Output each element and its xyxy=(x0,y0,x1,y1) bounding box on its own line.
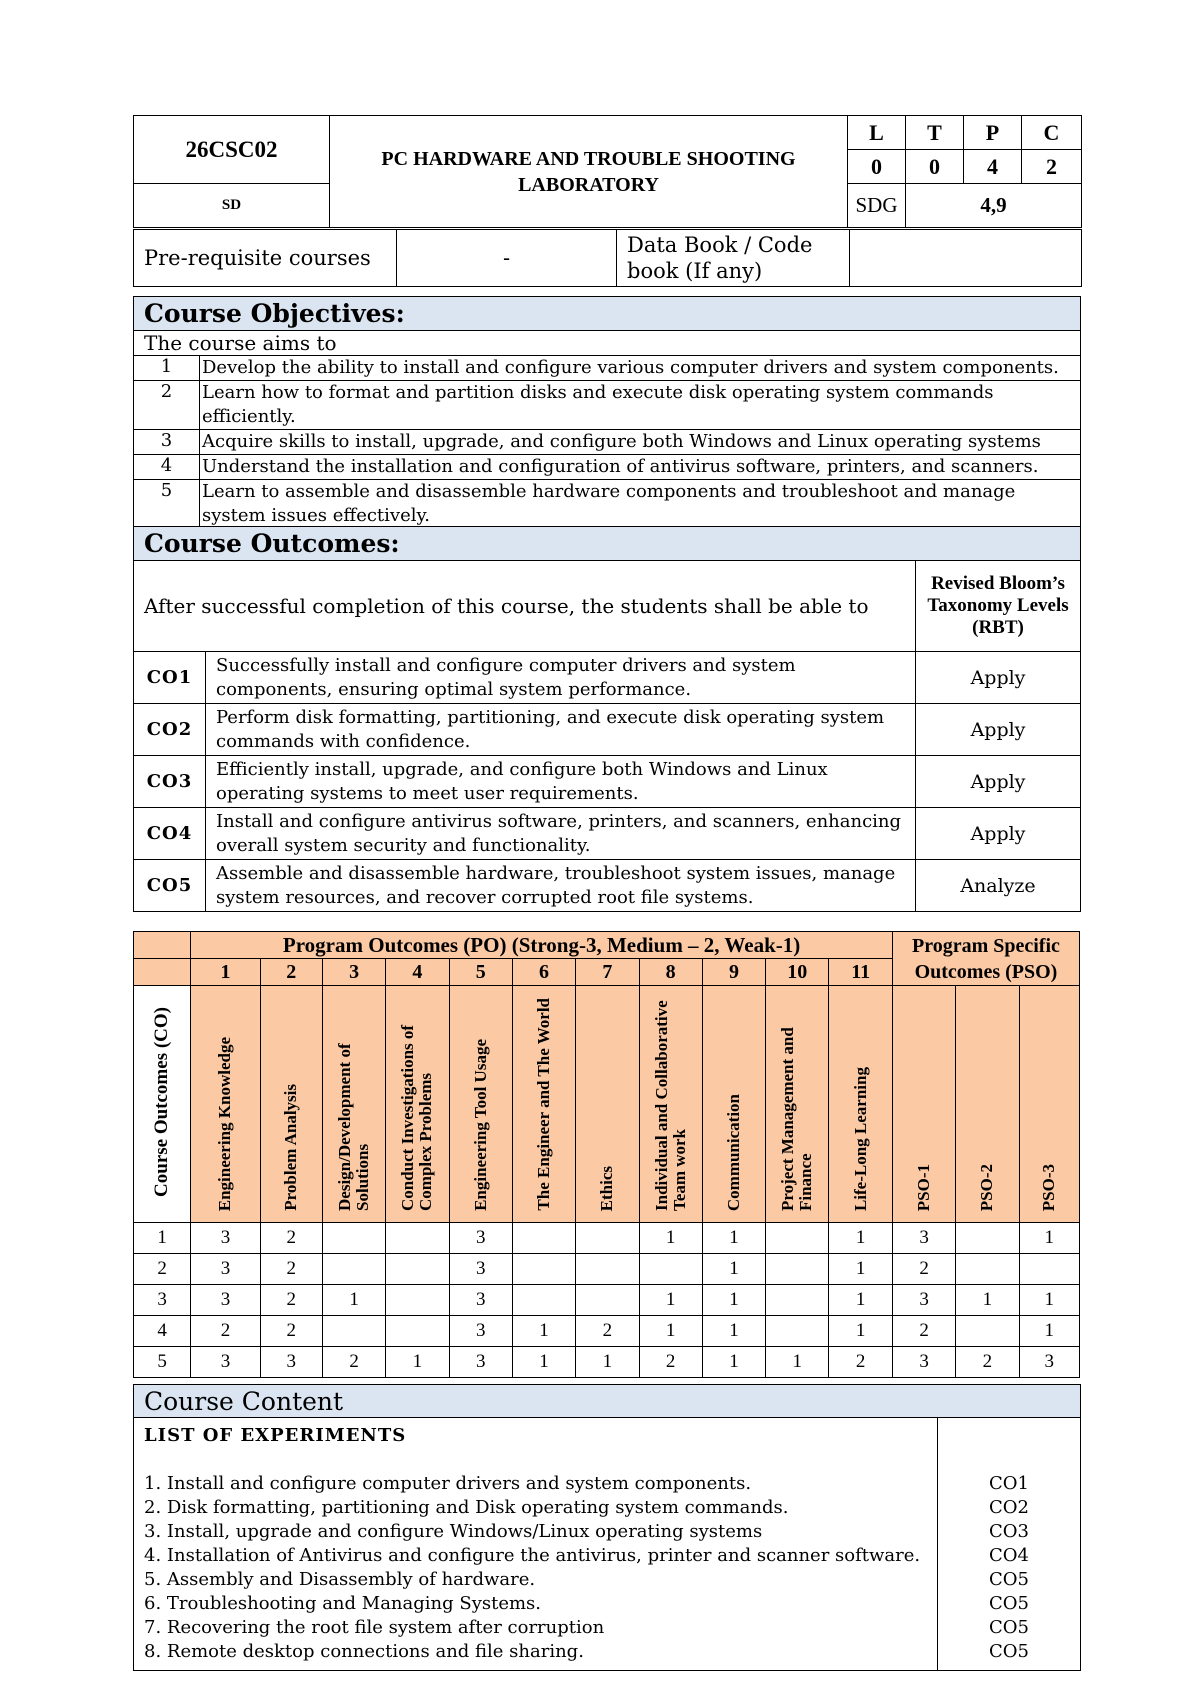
mapping-co-number: 1 xyxy=(134,1223,191,1254)
mapping-cell: 1 xyxy=(829,1223,892,1254)
mapping-cell xyxy=(956,1223,1019,1254)
mapping-cell: 2 xyxy=(576,1316,639,1347)
mapping-cell xyxy=(576,1285,639,1316)
mapping-cell xyxy=(512,1285,575,1316)
column-title-cell xyxy=(702,986,765,1223)
mapping-cell: 1 xyxy=(702,1347,765,1378)
column-title: PSO-3 xyxy=(1039,1163,1059,1211)
mapping-cell xyxy=(766,1254,829,1285)
outcome-text: Perform disk formatting, partitioning, and execute disk operating system commands with confidence. xyxy=(206,704,916,756)
outcome-id: CO2 xyxy=(134,704,206,756)
outcomes-intro: After successful completion of this course, the students shall be able to xyxy=(134,561,916,652)
column-title: Engineering Tool Usage xyxy=(470,1039,490,1211)
objective-number: 2 xyxy=(134,381,200,430)
mapping-cell xyxy=(576,1254,639,1285)
experiment-co: CO5 xyxy=(989,1617,1029,1638)
outcome-text: Assemble and disassemble hardware, troubleshoot system issues, manage system resources, and recover corrupted root file systems. xyxy=(206,860,916,912)
course-objectives-table xyxy=(133,296,1081,529)
mapping-cell xyxy=(322,1254,385,1285)
mapping-cell: 1 xyxy=(639,1316,702,1347)
content-heading: Course Content xyxy=(134,1385,1081,1418)
experiment-item: 8. Remote desktop connections and file sharing. xyxy=(144,1641,584,1662)
mapping-cell: 1 xyxy=(829,1316,892,1347)
mapping-cell: 1 xyxy=(702,1285,765,1316)
mapping-cell: 2 xyxy=(892,1254,955,1285)
mapping-cell xyxy=(1019,1254,1079,1285)
ltpc-value-p: 4 xyxy=(964,150,1022,184)
mapping-cell: 3 xyxy=(191,1223,260,1254)
co-axis-cell xyxy=(134,986,191,1223)
mapping-cell xyxy=(766,1316,829,1347)
mapping-row xyxy=(134,1223,1080,1254)
mapping-co-number: 5 xyxy=(134,1347,191,1378)
course-header-table xyxy=(133,115,1082,228)
databook-value xyxy=(850,230,1082,287)
mapping-cell: 1 xyxy=(702,1316,765,1347)
column-title: The Engineer and The World xyxy=(534,998,554,1211)
column-title-cell xyxy=(639,986,702,1223)
mapping-cell xyxy=(956,1316,1019,1347)
mapping-cell: 3 xyxy=(892,1285,955,1316)
mapping-cell xyxy=(576,1223,639,1254)
objective-text: Develop the ability to install and configure various computer drivers and system components. xyxy=(200,356,1081,381)
mapping-cell: 3 xyxy=(191,1347,260,1378)
po-pso-mapping-table xyxy=(133,931,1080,1378)
experiment-co: CO2 xyxy=(989,1497,1029,1518)
mapping-cell: 1 xyxy=(512,1316,575,1347)
column-title-cell xyxy=(191,986,260,1223)
co-axis-label: Course Outcomes (CO) xyxy=(151,1006,173,1197)
objective-row xyxy=(134,356,1081,381)
prereq-label: Pre-requisite courses xyxy=(134,230,397,287)
mapping-body xyxy=(134,1223,1080,1378)
po-number: 8 xyxy=(639,959,702,986)
column-title-cell xyxy=(512,986,575,1223)
objective-number: 4 xyxy=(134,455,200,480)
experiment-item: 5. Assembly and Disassembly of hardware. xyxy=(144,1569,536,1590)
po-number: 1 xyxy=(191,959,260,986)
mapping-row xyxy=(134,1316,1080,1347)
course-title-line1: PC HARDWARE AND TROUBLE SHOOTING xyxy=(381,148,796,170)
column-title-cell xyxy=(766,986,829,1223)
course-title xyxy=(330,116,848,228)
outcome-id: CO3 xyxy=(134,756,206,808)
column-title-cell xyxy=(576,986,639,1223)
pso-heading: Program Specific Outcomes (PSO) xyxy=(892,932,1079,986)
po-number: 11 xyxy=(829,959,892,986)
mapping-cell: 3 xyxy=(191,1285,260,1316)
mapping-cell: 1 xyxy=(956,1285,1019,1316)
column-title: Problem Analysis xyxy=(281,1084,301,1211)
mapping-cell: 1 xyxy=(829,1254,892,1285)
outcome-text: Efficiently install, upgrade, and configure both Windows and Linux operating systems to meet user requirements. xyxy=(206,756,916,808)
po-number: 7 xyxy=(576,959,639,986)
experiment-co: CO4 xyxy=(989,1545,1029,1566)
mapping-cell: 1 xyxy=(702,1254,765,1285)
mapping-cell xyxy=(386,1316,449,1347)
column-title-cell xyxy=(956,986,1019,1223)
objective-row xyxy=(134,430,1081,455)
course-content-table xyxy=(133,1384,1081,1671)
column-title-cell xyxy=(386,986,449,1223)
mapping-cell xyxy=(766,1285,829,1316)
mapping-cell: 2 xyxy=(956,1347,1019,1378)
mapping-cell xyxy=(322,1223,385,1254)
objective-text: Learn how to format and partition disks and execute disk operating system commands efficiently. xyxy=(200,381,1081,430)
outcome-rbt: Apply xyxy=(916,808,1081,860)
experiment-co: CO3 xyxy=(989,1521,1029,1542)
column-title: Conduct Investigations of Complex Problems xyxy=(398,1024,436,1211)
outcome-row xyxy=(134,756,1081,808)
column-title: Engineering Knowledge xyxy=(215,1036,235,1211)
objective-row xyxy=(134,480,1081,529)
column-title-cell xyxy=(1019,986,1079,1223)
mapping-cell: 2 xyxy=(260,1285,322,1316)
outcome-text: Successfully install and configure computer drivers and system components, ensuring optimal system performance. xyxy=(206,652,916,704)
mapping-cell: 2 xyxy=(322,1347,385,1378)
mapping-cell xyxy=(322,1316,385,1347)
course-outcomes-table xyxy=(133,526,1081,912)
column-title: Ethics xyxy=(597,1165,617,1211)
mapping-cell: 1 xyxy=(386,1347,449,1378)
mapping-co-number: 3 xyxy=(134,1285,191,1316)
mapping-cell: 3 xyxy=(892,1223,955,1254)
mapping-cell xyxy=(386,1285,449,1316)
mapping-cell: 3 xyxy=(892,1347,955,1378)
mapping-co-number: 2 xyxy=(134,1254,191,1285)
po-number: 9 xyxy=(702,959,765,986)
objective-text: Understand the installation and configuration of antivirus software, printers, and scanners. xyxy=(200,455,1081,480)
mapping-cell: 2 xyxy=(260,1316,322,1347)
mapping-row xyxy=(134,1285,1080,1316)
experiment-co: CO1 xyxy=(989,1473,1029,1494)
mapping-cell: 1 xyxy=(1019,1316,1079,1347)
mapping-cell xyxy=(512,1223,575,1254)
mapping-cell: 1 xyxy=(702,1223,765,1254)
prereq-value: - xyxy=(397,230,617,287)
rbt-heading: Revised Bloom’s Taxonomy Levels (RBT) xyxy=(916,561,1081,652)
mapping-cell: 1 xyxy=(322,1285,385,1316)
outcome-text: Install and configure antivirus software, printers, and scanners, enhancing overall system security and functionality. xyxy=(206,808,916,860)
objective-number: 5 xyxy=(134,480,200,529)
outcome-row xyxy=(134,652,1081,704)
outcome-id: CO5 xyxy=(134,860,206,912)
mapping-cell xyxy=(956,1254,1019,1285)
objectives-heading: Course Objectives: xyxy=(134,297,1081,331)
column-title-cell xyxy=(892,986,955,1223)
po-number: 5 xyxy=(449,959,512,986)
mapping-cell xyxy=(386,1254,449,1285)
databook-label: Data Book / Code book (If any) xyxy=(617,230,850,287)
experiment-list xyxy=(134,1418,938,1671)
outcome-rbt: Apply xyxy=(916,652,1081,704)
objective-row xyxy=(134,455,1081,480)
column-title-cell xyxy=(260,986,322,1223)
course-category: SD xyxy=(134,184,330,228)
ltpc-value-t: 0 xyxy=(906,150,964,184)
mapping-cell: 2 xyxy=(829,1347,892,1378)
mapping-cell xyxy=(512,1254,575,1285)
experiment-co: CO5 xyxy=(989,1569,1029,1590)
mapping-cell: 1 xyxy=(829,1285,892,1316)
po-number: 6 xyxy=(512,959,575,986)
outcome-rbt: Analyze xyxy=(916,860,1081,912)
objective-number: 1 xyxy=(134,356,200,381)
po-number: 4 xyxy=(386,959,449,986)
experiment-co: CO5 xyxy=(989,1593,1029,1614)
po-number: 2 xyxy=(260,959,322,986)
mapping-cell: 1 xyxy=(576,1347,639,1378)
objective-number: 3 xyxy=(134,430,200,455)
mapping-row xyxy=(134,1347,1080,1378)
column-title: PSO-2 xyxy=(977,1163,997,1211)
mapping-cell: 3 xyxy=(191,1254,260,1285)
course-title-line2: LABORATORY xyxy=(518,174,659,196)
column-title: Project Management and Finance xyxy=(778,1027,816,1211)
mapping-cell: 1 xyxy=(512,1347,575,1378)
column-title: Communication xyxy=(723,1093,743,1211)
mapping-cell: 3 xyxy=(449,1254,512,1285)
mapping-corner-cell xyxy=(134,959,191,986)
experiment-item: 2. Disk formatting, partitioning and Disk operating system commands. xyxy=(144,1497,789,1518)
experiment-co: CO5 xyxy=(989,1641,1029,1662)
column-title-cell xyxy=(449,986,512,1223)
mapping-cell: 3 xyxy=(449,1223,512,1254)
mapping-row xyxy=(134,1254,1080,1285)
mapping-corner-cell xyxy=(134,932,191,959)
mapping-co-number: 4 xyxy=(134,1316,191,1347)
mapping-cell: 1 xyxy=(639,1285,702,1316)
column-title: Life-Long Learning xyxy=(850,1066,870,1211)
course-code: 26CSC02 xyxy=(134,116,330,184)
outcome-id: CO4 xyxy=(134,808,206,860)
ltpc-value-l: 0 xyxy=(848,150,906,184)
outcome-row xyxy=(134,704,1081,756)
outcome-rbt: Apply xyxy=(916,756,1081,808)
mapping-cell xyxy=(639,1254,702,1285)
mapping-cell: 1 xyxy=(1019,1285,1079,1316)
po-number: 3 xyxy=(322,959,385,986)
experiment-item: 4. Installation of Antivirus and configure the antivirus, printer and scanner software. xyxy=(144,1545,921,1566)
mapping-cell: 1 xyxy=(639,1223,702,1254)
mapping-cell: 1 xyxy=(766,1347,829,1378)
mapping-cell: 3 xyxy=(1019,1347,1079,1378)
experiment-item: 6. Troubleshooting and Managing Systems. xyxy=(144,1593,542,1614)
column-title: Individual and Collaborative Team work xyxy=(651,1000,689,1211)
outcomes-heading: Course Outcomes: xyxy=(134,527,1081,561)
mapping-cell: 1 xyxy=(1019,1223,1079,1254)
mapping-cell: 2 xyxy=(260,1254,322,1285)
outcome-row xyxy=(134,860,1081,912)
mapping-cell: 2 xyxy=(260,1223,322,1254)
mapping-cell: 3 xyxy=(449,1347,512,1378)
mapping-cell: 3 xyxy=(449,1285,512,1316)
ltpc-value-c: 2 xyxy=(1022,150,1082,184)
objective-row xyxy=(134,381,1081,430)
prerequisite-table xyxy=(133,229,1082,287)
mapping-cell: 2 xyxy=(639,1347,702,1378)
ltpc-label-t: T xyxy=(906,116,964,150)
experiment-item: 1. Install and configure computer drivers and system components. xyxy=(144,1473,752,1494)
outcome-row xyxy=(134,808,1081,860)
outcome-id: CO1 xyxy=(134,652,206,704)
mapping-cell: 2 xyxy=(191,1316,260,1347)
ltpc-label-l: L xyxy=(848,116,906,150)
mapping-cell: 2 xyxy=(892,1316,955,1347)
sdg-label: SDG xyxy=(848,184,906,228)
sdg-value: 4,9 xyxy=(906,184,1082,228)
experiment-co-list xyxy=(938,1418,1081,1671)
objectives-intro: The course aims to xyxy=(134,331,1081,356)
ltpc-label-p: P xyxy=(964,116,1022,150)
mapping-cell: 3 xyxy=(449,1316,512,1347)
mapping-cell xyxy=(766,1223,829,1254)
mapping-cell xyxy=(386,1223,449,1254)
column-title-cell xyxy=(322,986,385,1223)
outcome-rbt: Apply xyxy=(916,704,1081,756)
experiment-list-title: LIST OF EXPERIMENTS xyxy=(144,1425,407,1446)
column-title: PSO-1 xyxy=(914,1163,934,1211)
column-title-cell xyxy=(829,986,892,1223)
experiment-item: 3. Install, upgrade and configure Windows/Linux operating systems xyxy=(144,1521,763,1542)
ltpc-label-c: C xyxy=(1022,116,1082,150)
mapping-cell: 3 xyxy=(260,1347,322,1378)
po-heading: Program Outcomes (PO) (Strong-3, Medium – 2, Weak-1) xyxy=(191,932,893,959)
objective-text: Acquire skills to install, upgrade, and configure both Windows and Linux operating systems xyxy=(200,430,1081,455)
objective-text: Learn to assemble and disassemble hardware components and troubleshoot and manage system issues effectively. xyxy=(200,480,1081,529)
experiment-item: 7. Recovering the root file system after corruption xyxy=(144,1617,605,1638)
po-number: 10 xyxy=(766,959,829,986)
column-title: Design/Development of Solutions xyxy=(335,1043,373,1211)
